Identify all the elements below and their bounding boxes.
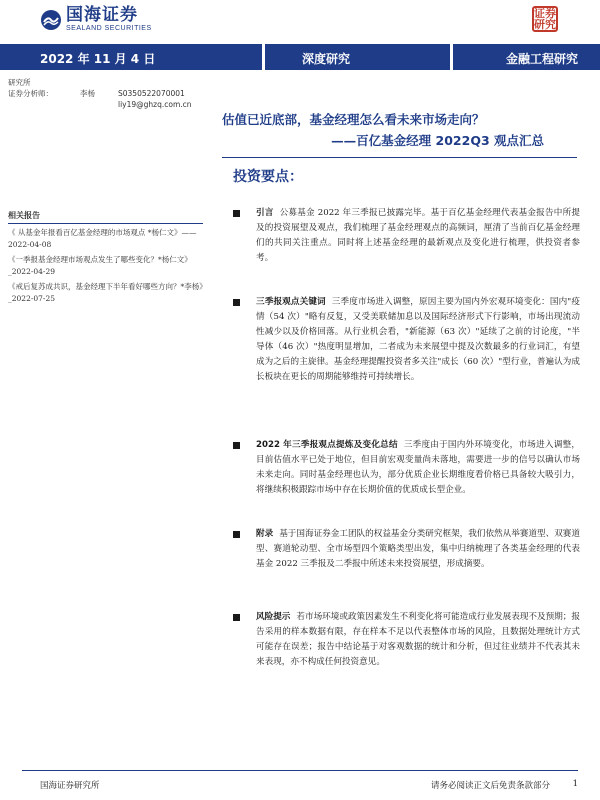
report-seal — [532, 6, 558, 32]
square-bullet-icon — [233, 299, 240, 306]
key-point-heading: 风险提示 — [256, 612, 291, 622]
related-report-item[interactable]: 《一季报基金经理市场观点发生了哪些变化？*杨仁文》_2022-04-29 — [8, 255, 192, 276]
key-point-keywords — [228, 295, 580, 385]
analyst-email[interactable]: liy19@ghzq.com.cn — [118, 100, 192, 109]
key-point-intro — [228, 206, 580, 266]
report-category: 金融工程研究 — [505, 52, 578, 66]
page-number: 1 — [572, 779, 578, 789]
footer-disclaimer: 请务必阅读正文后免责条款部分 — [430, 781, 550, 791]
seal-text: 证券 研究 — [534, 7, 556, 31]
footer-institute: 国海证券研究所 — [40, 781, 100, 791]
logo-english-name: SEALAND SECURITIES — [66, 25, 152, 32]
analyst-dept: 研究所 — [8, 78, 31, 87]
analyst-name: 李杨 — [80, 89, 95, 98]
related-report-item[interactable]: 《戒后复苏成共识，基金经理下半年看好哪些方向？*李杨》_2022-07-25 — [8, 282, 207, 303]
report-subtitle: ——百亿基金经理 2022Q3 观点汇总 — [331, 133, 544, 148]
key-point-text: 若市场环境或政策因素发生不利变化将可能造成行业发展表现不及预期；报告采用的样本数据有限，存在样本不足以代表整体市场的风险，且数据处理统计方式可能存在误差；报告中结论基于对客观数据的统计和分析，但过往业绩并不代表其未来表现，亦不构成任何投资意见。 — [256, 612, 580, 667]
title-divider — [222, 157, 577, 158]
key-point-text: 三季度由于国内外环境变化，市场进入调整，目前估值水平已处于地位，但目前宏观变量尚未落地，需要进一步的信号以确认市场未来走向。同时基金经理也认为，部分优质企业长期维度看价格已具备较大吸引力，将继续积极跟踪市场中存在长期价值的优质成长型企业。 — [256, 440, 580, 495]
sealand-logo-icon — [40, 9, 62, 31]
key-point-heading: 三季报观点关键词 — [256, 297, 326, 307]
related-reports-heading: 相关报告 — [8, 211, 40, 220]
analyst-label: 证券分析师： — [8, 89, 53, 98]
key-point-text: 公募基金 2022 年三季报已披露完毕。基于百亿基金经理代表基金报告中所提及的投资展望及观点，我们梳理了基金经理观点的高频词，厘清了当前百亿基金经理们的共同关注重点。同时将上述基金经理的最新观点及变化进行梳理，供投资者参考。 — [256, 208, 580, 263]
company-logo — [40, 6, 152, 33]
analyst-cert: S0350522070001 — [118, 89, 185, 98]
report-type: 深度研究 — [302, 52, 351, 66]
report-title: 估值已近底部，基金经理怎么看未来市场走向？ — [222, 112, 485, 127]
key-point-heading: 2022 年三季报观点提炼及变化总结 — [256, 440, 398, 450]
key-point-text: 三季度市场进入调整，原因主要为国内外宏观环境变化：国内"疫情（54 次）"略有反复，又受美联储加息以及国际经济形式下行影响，市场出现流动性减少以及价格回落。从行业机会看，"新能源（63 次）"延续了之前的讨论度，"半导体（46 次）"热度明显增加，二者成为未来展望中提及次数最多的行业词汇，有望成为之后的主旋律。基金经理提醒投资者多关注"成长（60 次）"型行业，普遍认为成长板块在更长的周期能够维持可持续增长。 — [256, 297, 580, 382]
key-point-heading: 引言 — [256, 208, 274, 218]
square-bullet-icon — [233, 210, 240, 217]
footer-divider — [22, 770, 578, 771]
header-divider — [450, 44, 453, 70]
square-bullet-icon — [233, 442, 240, 449]
key-points-heading: 投资要点： — [233, 169, 303, 185]
header-divider — [262, 44, 265, 70]
key-point-appendix — [228, 527, 580, 572]
key-point-risk — [228, 610, 580, 670]
key-point-heading: 附录 — [256, 529, 274, 539]
logo-chinese-name: 国海证券 — [66, 5, 138, 25]
analyst-info — [8, 77, 192, 110]
square-bullet-icon — [233, 614, 240, 621]
report-date: 2022 年 11 月 4 日 — [40, 52, 156, 66]
related-reports-list — [8, 227, 208, 308]
related-report-item[interactable]: 《 从基金年报看百亿基金经理的市场观点 *杨仁文》——2022-04-08 — [8, 228, 197, 249]
key-point-summary — [228, 438, 580, 498]
report-header-bar — [0, 44, 600, 70]
related-divider — [8, 223, 203, 224]
square-bullet-icon — [233, 531, 240, 538]
key-point-text: 基于国海证券金工团队的权益基金分类研究框架，我们依然从举赛道型、双赛道型、赛道轮动型、全市场型四个策略类型出发，集中归纳梳理了各类基金经理的代表基金 2022 三季报及二季报中所述未来投资展望，形成摘要。 — [256, 529, 580, 569]
